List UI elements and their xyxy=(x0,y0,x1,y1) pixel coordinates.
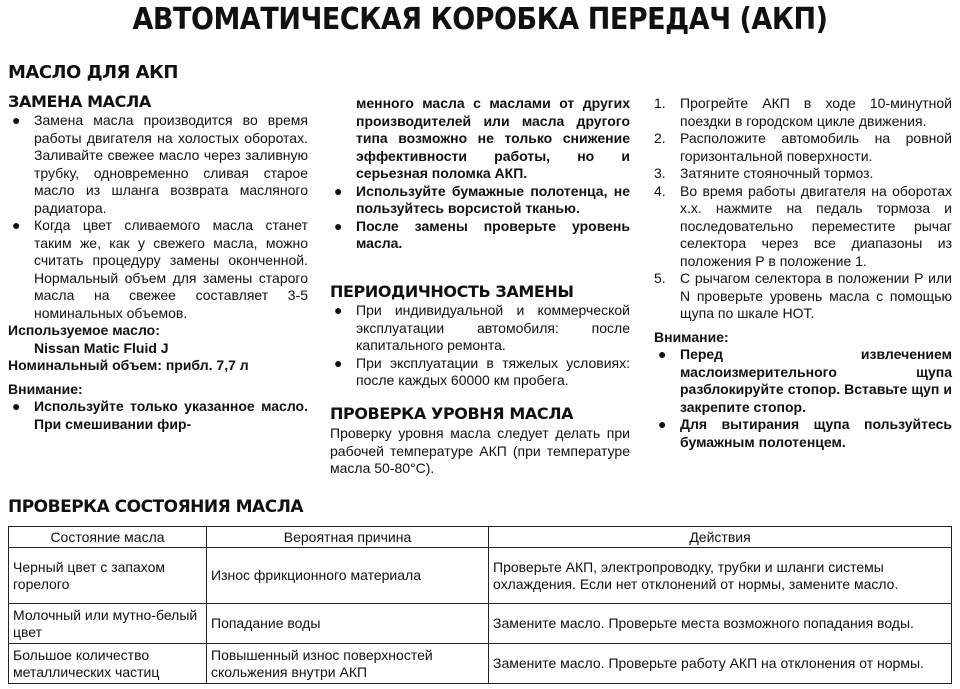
table-cell: Молочный или мутно-белый цвет xyxy=(9,604,207,644)
oil-condition-table xyxy=(8,526,952,684)
table-cell: Износ фрикционного материала xyxy=(207,548,489,604)
list-item: ● При индивидуальной и коммерческой эксплуатации автомобиля: после капитального ремонта. xyxy=(334,302,630,353)
heading-level-check: ПРОВЕРКА УРОВНЯ МАСЛА xyxy=(330,404,574,423)
column-header: Действия xyxy=(489,527,952,548)
column-header: Вероятная причина xyxy=(207,527,489,548)
heading-oil-change: ЗАМЕНА МАСЛА xyxy=(8,92,151,111)
bullet-icon: ● xyxy=(12,398,21,414)
note-item: ● Перед извлечением маслоизмерительного щупа разблокируйте стопор. Вставьте щуп и закрепите стопор. xyxy=(658,346,952,415)
column-header: Состояние масла xyxy=(9,527,207,548)
column-1 xyxy=(8,112,308,433)
table-row xyxy=(9,604,952,644)
table-cell: Черный цвет с запахом горелого xyxy=(9,548,207,604)
bullet-icon: ● xyxy=(12,112,21,128)
list-item: 2. Расположите автомобиль на ровной горизонтальной поверхности. xyxy=(654,130,952,164)
note-continuation: менного масла с маслами от других производителей или масла другого типа возможно не только снижение эффективности работы, но и серьезная поломка АКП. xyxy=(356,95,630,181)
used-oil-label: Используемое масло: xyxy=(8,322,160,338)
table-cell: Замените масло. Проверьте работу АКП на отклонения от нормы. xyxy=(489,644,952,684)
table-cell: Большое количество металлических частиц xyxy=(9,644,207,684)
list-item: 5. С рычагом селектора в положении Р или N проверьте уровень масла с помощью щупа по шкале НОТ. xyxy=(654,270,952,321)
bullet-icon: ● xyxy=(334,182,343,199)
list-item: 4. Во время работы двигателя на оборотах х.х. нажмите на педаль тормоза и последовательно переместите рычаг селектора через все диапазоны из положения Р в положение 1. xyxy=(654,182,952,269)
list-item: ● Когда цвет сливаемого масла станет таким же, как у свежего масла, можно считать процедуру замены оконченной. Нормальный объем для замены старого масла на свежее составляет 3-5 номинальных объемов. xyxy=(12,217,308,321)
nominal-volume: Номинальный объем: прибл. 7,7 л xyxy=(8,357,249,373)
list-item: ● Замена масла производится во время работы двигателя на холостых оборотах. Заливайте свежее масло через заливную трубку, одновременно сливая старое масло из шланга возврата масляного радиатора. xyxy=(12,112,308,216)
section-heading-oil: МАСЛО ДЛЯ АКП xyxy=(8,62,178,83)
bullet-icon: ● xyxy=(658,416,667,432)
change-interval-list xyxy=(330,302,630,390)
bullet-icon: ● xyxy=(334,217,343,234)
list-item: 3. Затяните стояночный тормоз. xyxy=(654,165,874,181)
bullet-icon: ● xyxy=(658,346,667,362)
table-row xyxy=(9,644,952,684)
list-item: 1. Прогрейте АКП в ходе 10-минутной поездки в городском цикле движения. xyxy=(654,95,952,129)
table-header-row xyxy=(9,527,952,548)
page-title: АВТОМАТИЧЕСКАЯ КОРОБКА ПЕРЕДАЧ (АКП) xyxy=(132,2,828,37)
note-item: ● После замены проверьте уровень масла. xyxy=(334,217,630,251)
note-item: ● Используйте только указанное масло. При смешивании фир- xyxy=(12,398,308,432)
note-label: Внимание: xyxy=(654,328,729,345)
column-2 xyxy=(330,95,630,253)
table-row xyxy=(9,548,952,604)
table-cell: Попадание воды xyxy=(207,604,489,644)
bullet-icon: ● xyxy=(334,354,343,371)
table-cell: Проверьте АКП, электропроводку, трубки и шланги системы охлаждения. Если нет отклонений от нормы, замените масло. xyxy=(489,548,952,604)
bullet-icon: ● xyxy=(334,302,343,318)
table-cell: Повышенный износ поверхностей скольжения внутри АКП xyxy=(207,644,489,684)
table-cell: Замените масло. Проверьте места возможного попадания воды. xyxy=(489,604,952,644)
note-label: Внимание: xyxy=(8,380,83,397)
column-3 xyxy=(654,95,952,451)
list-item: ● При эксплуатации в тяжелых условиях: после каждых 60000 км пробега. xyxy=(334,354,630,388)
used-oil-value: Nissan Matic Fluid J xyxy=(34,339,169,356)
level-check-text: Проверку уровня масла следует делать при рабочей температуре АКП (при температуре масла 50-80°С). xyxy=(330,425,630,476)
note-item: ● Используйте бумажные полотенца, не пользуйтесь ворсистой тканью. xyxy=(334,182,630,216)
bullet-icon: ● xyxy=(12,217,21,233)
heading-change-interval: ПЕРИОДИЧНОСТЬ ЗАМЕНЫ xyxy=(330,282,574,301)
heading-oil-condition: ПРОВЕРКА СОСТОЯНИЯ МАСЛА xyxy=(8,497,303,517)
note-item: ● Для вытирания щупа пользуйтесь бумажным полотенцем. xyxy=(658,416,952,450)
